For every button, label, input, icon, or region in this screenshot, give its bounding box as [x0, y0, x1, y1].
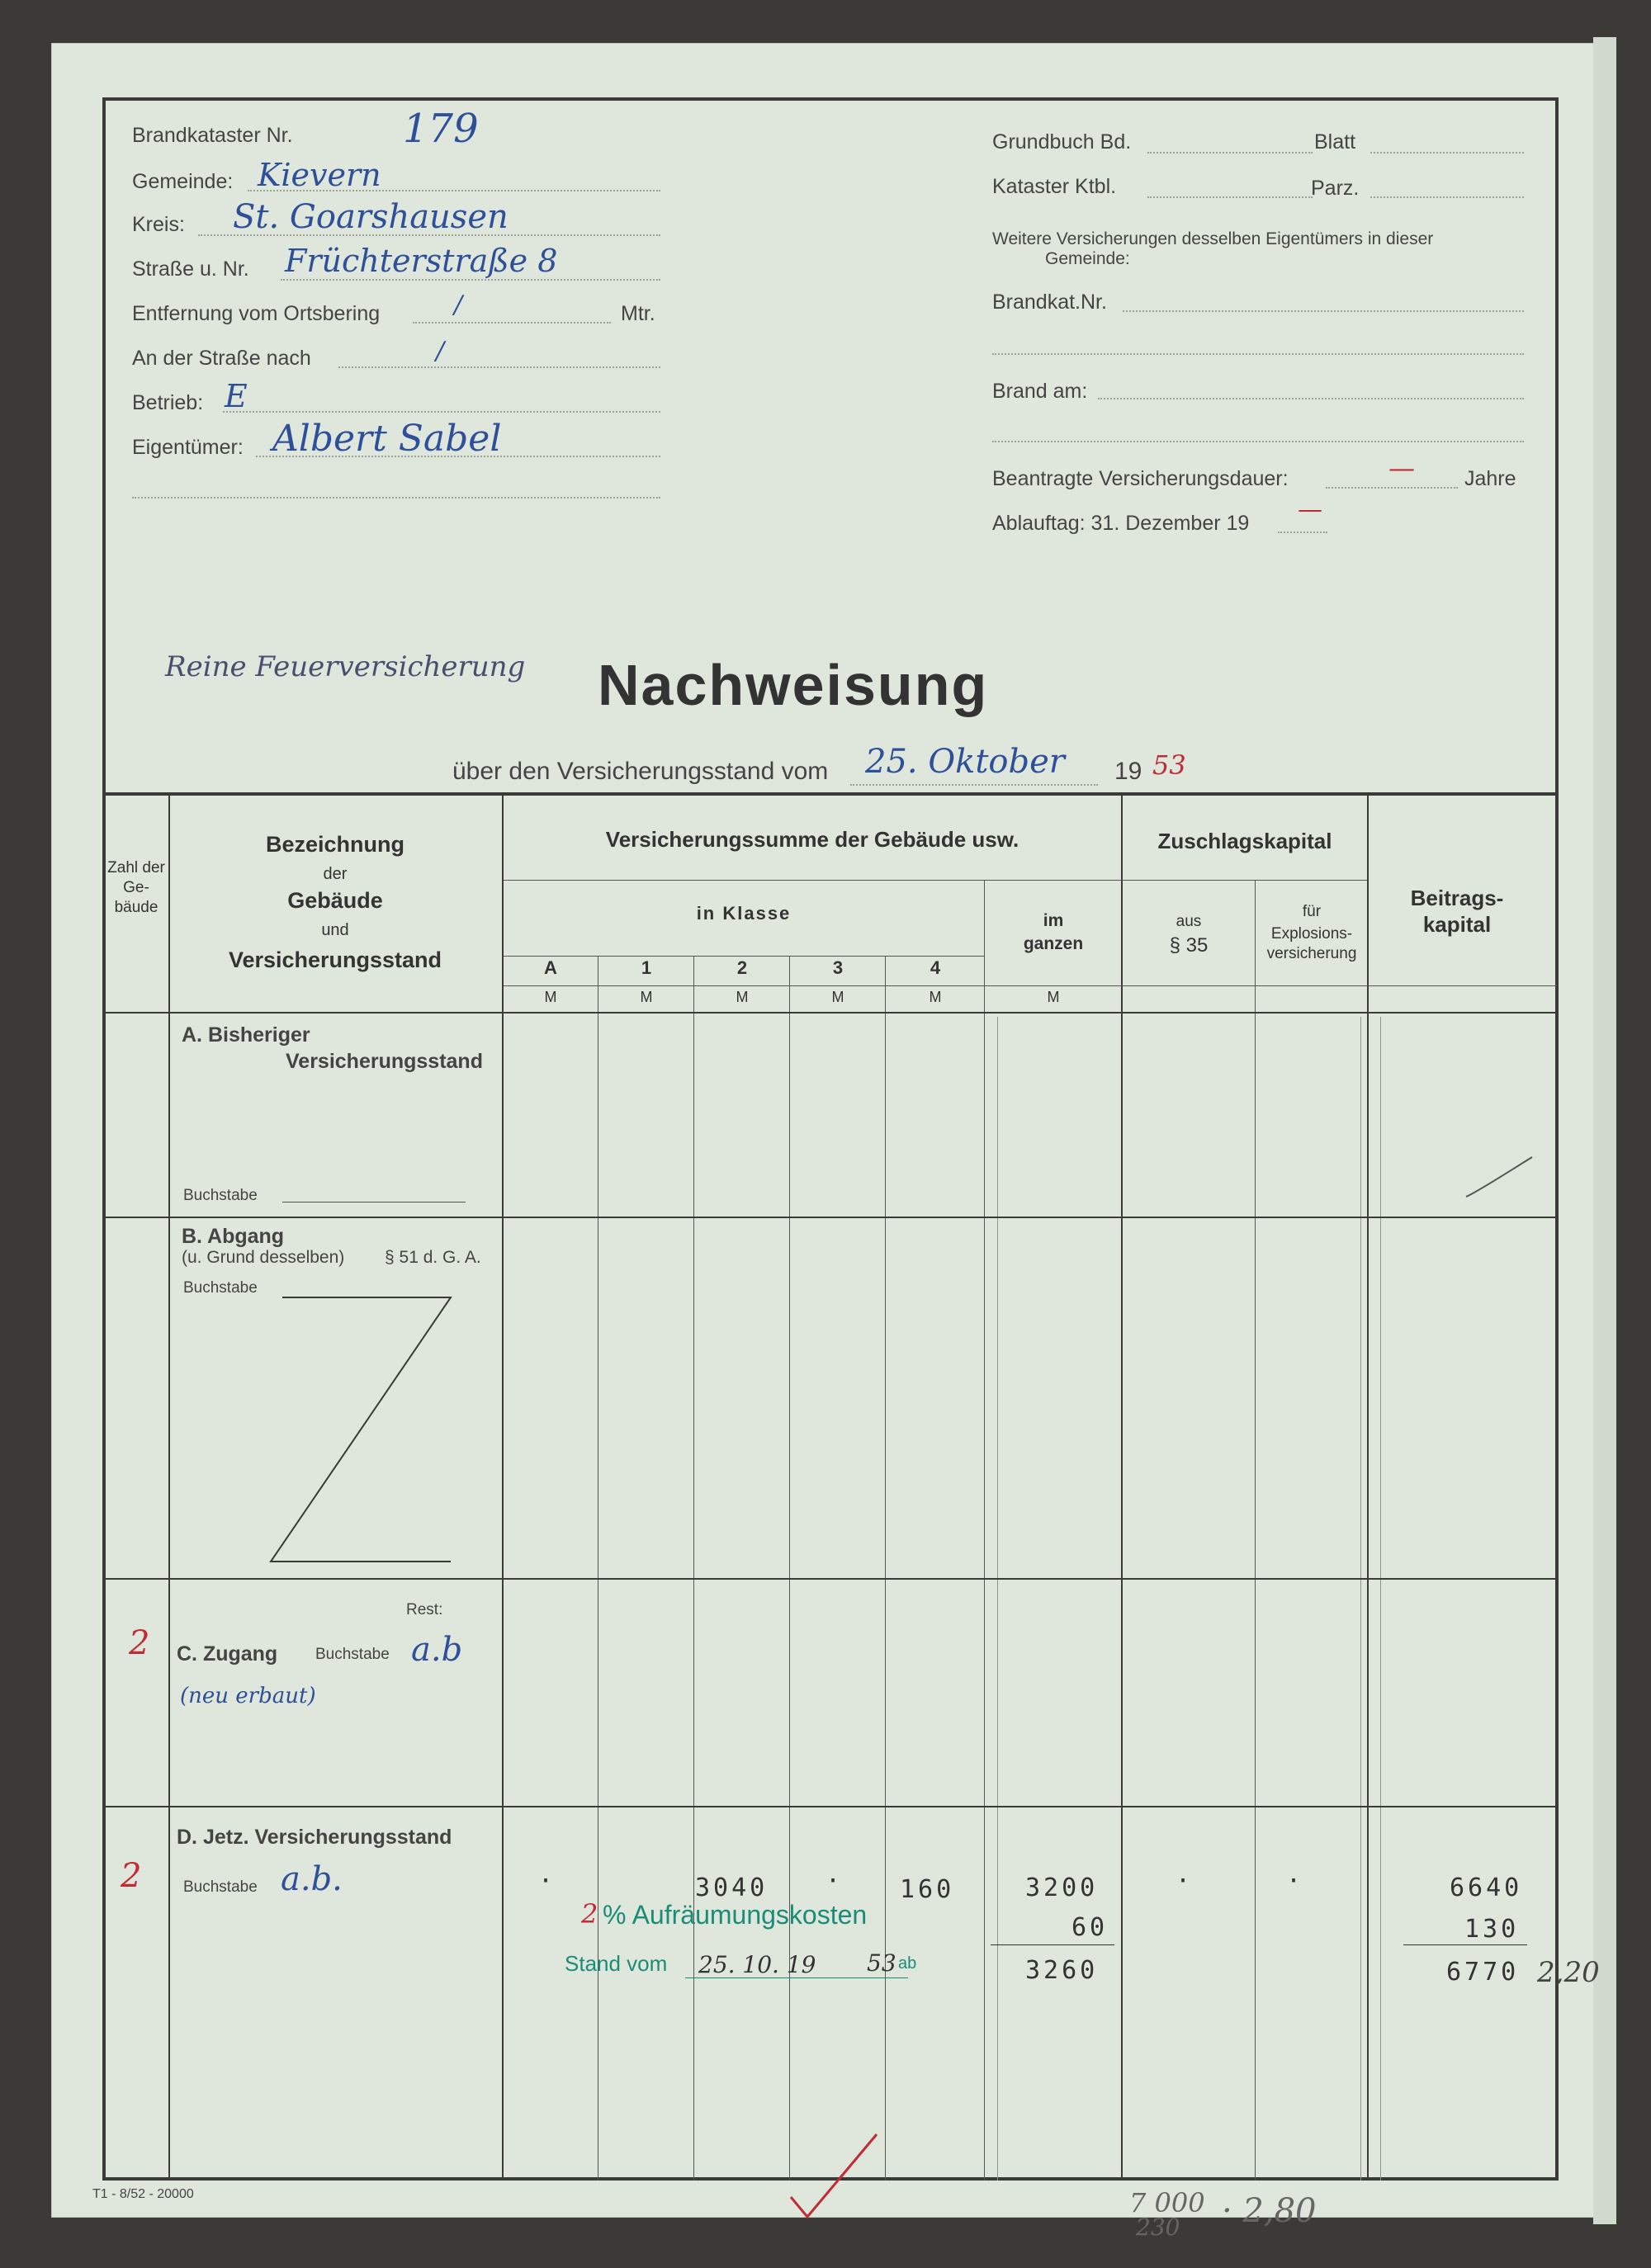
section-b-bottom [102, 1578, 1559, 1580]
subtitle-date-line [850, 784, 1098, 786]
section-c-buchstabe: Buchstabe [315, 1646, 390, 1663]
hdr-line-3 [504, 985, 1557, 986]
col-aus: aus [1176, 913, 1202, 930]
eigentuemer-line [256, 456, 660, 457]
unit-2: M [736, 989, 749, 1005]
row-d-ganzen: 3200 [1025, 1873, 1099, 1902]
strasse-value: Früchterstraße 8 [285, 243, 558, 279]
stamp-2-suffix: ab [898, 1954, 917, 1973]
stamp-2-line [685, 1977, 908, 1978]
entfernung-label: Entfernung vom Ortsbering [132, 302, 381, 325]
section-d-title: D. Jetz. Versicherungsstand [177, 1826, 452, 1849]
weitere-label: Weitere Versicherungen desselben Eigentümers in dieser [992, 229, 1434, 248]
klasse-1: 1 [641, 957, 652, 978]
betrieb-label: Betrieb: [132, 391, 204, 414]
sum-line-ganzen [991, 1944, 1114, 1945]
unit-a: M [544, 989, 557, 1005]
bottom-note-2: 230 [1136, 2214, 1180, 2241]
row-d-explosion: · [1286, 1867, 1305, 1896]
ablauftag-label: Ablauftag: 31. Dezember 19 [992, 512, 1250, 535]
section-c-note: (neu erbaut) [180, 1684, 316, 1708]
col-im-ganzen: im ganzen [1023, 911, 1084, 953]
klasse-a: A [544, 957, 557, 978]
strasse-label: Straße u. Nr. [132, 258, 249, 281]
an-der-strasse-line [338, 366, 660, 368]
col-line-3 [885, 956, 886, 2181]
section-b-buchstabe: Buchstabe [183, 1279, 258, 1297]
eigentuemer-value: Albert Sabel [272, 418, 502, 460]
klasse-3: 3 [832, 957, 844, 978]
stamp-2-date: 25. 10. 19 [698, 1951, 816, 1978]
col-fuer: für [1302, 903, 1322, 920]
entfernung-line [413, 322, 611, 324]
gemeinde-value: Kievern [258, 157, 381, 193]
hdr-line-1 [504, 880, 1367, 881]
brand-am-line-2 [992, 441, 1524, 442]
entfernung-unit: Mtr. [621, 302, 655, 325]
col-in-klasse: in Klasse [696, 903, 792, 924]
subtitle-year-value: 53 [1152, 749, 1186, 781]
brand-am-label: Brand am: [992, 380, 1088, 403]
jahre-label: Jahre [1464, 467, 1516, 490]
entfernung-value: / [454, 291, 463, 319]
section-a-title-1: A. Bisheriger [182, 1023, 310, 1047]
stamp-2-beitrags: 6770 [1446, 1958, 1520, 1987]
kreis-label: Kreis: [132, 213, 185, 236]
brandkataster-value: 179 [403, 106, 479, 152]
ruling-zuschlag [1360, 1017, 1361, 2181]
section-c-bottom [102, 1806, 1559, 1807]
section-d-value: a.b. [281, 1860, 343, 1898]
blatt-label: Blatt [1314, 130, 1356, 154]
col-explosion: Explosions- versicherung [1266, 925, 1357, 962]
dauer-line [1326, 487, 1458, 489]
document-title: Nachweisung [598, 653, 989, 717]
stamp-2-year: 53 [867, 1949, 896, 1977]
col-line-zuschlag [1367, 794, 1369, 2181]
brand-am-line [1098, 398, 1524, 399]
ruling-ganzen [997, 1017, 998, 2181]
section-a-title-2: Versicherungsstand [286, 1050, 483, 1073]
kataster-label: Kataster Ktbl. [992, 175, 1117, 198]
subtitle-label: über den Versicherungsstand vom [452, 758, 829, 785]
parz-label: Parz. [1311, 177, 1360, 200]
z-strike-icon [264, 1288, 462, 1568]
col-zuschlag: Zuschlagskapital [1157, 829, 1332, 853]
col-line-2 [789, 956, 790, 2181]
subtitle-year-prefix: 19 [1114, 758, 1142, 785]
col-par35: § 35 [1169, 934, 1209, 957]
section-a-buchstabe: Buchstabe [183, 1187, 258, 1204]
stamp-1-beitrags: 130 [1464, 1915, 1520, 1944]
stamp-2-label: Stand vom [565, 1951, 668, 1976]
hdr-line-2 [504, 956, 984, 957]
brandkataster-label: Brandkataster Nr. [132, 124, 293, 147]
col-bezeichnung-4: und [321, 921, 349, 939]
an-der-strasse-value: / [436, 337, 445, 366]
brandkat-label: Brandkat.Nr. [992, 291, 1107, 314]
section-a-bottom [102, 1217, 1559, 1218]
check-mark-icon [1461, 1155, 1535, 1205]
table-top-line [102, 792, 1559, 796]
klasse-4: 4 [930, 957, 941, 978]
col-beitrags: Beitrags- kapital [1410, 886, 1504, 937]
col-line-versicherungssumme [1121, 794, 1123, 2181]
grundbuch-label: Grundbuch Bd. [992, 130, 1132, 154]
row-d-a: · [538, 1867, 557, 1896]
section-d-buchstabe: Buchstabe [183, 1878, 258, 1896]
col-versicherungssumme: Versicherungssumme der Gebäude usw. [605, 827, 1019, 852]
klasse-2: 2 [736, 957, 748, 978]
paper-edge [1593, 37, 1616, 2224]
gemeinde-label: Gemeinde: [132, 170, 234, 193]
section-b-paragraph: § 51 d. G. A. [385, 1248, 481, 1267]
col-bezeichnung-5: Versicherungsstand [228, 947, 442, 972]
section-d-count: 2 [121, 1857, 142, 1895]
sum-line-beitrags [1403, 1944, 1527, 1945]
section-b-title: B. Abgang [182, 1225, 285, 1248]
hdr-line-bottom [102, 1012, 1559, 1014]
section-c-title: C. Zugang [177, 1642, 278, 1666]
stamp-1-text: % Aufräumungskosten [603, 1900, 868, 1930]
col-bezeichnung-3: Gebäude [287, 888, 383, 913]
section-a-buchstabe-line [282, 1202, 466, 1203]
dauer-value: — [1388, 452, 1415, 484]
row-d-k1: 3040 [695, 1873, 769, 1902]
unit-1: M [640, 989, 653, 1005]
red-check-icon [784, 2131, 883, 2222]
col-line-1 [693, 956, 694, 2181]
col-line-zahl [168, 794, 170, 2181]
eigentuemer-label: Eigentümer: [132, 436, 244, 459]
kreis-line [198, 234, 660, 236]
blatt-line [1370, 152, 1524, 154]
col-line-4 [984, 880, 985, 2181]
brandkat-line-2 [992, 353, 1524, 355]
brandkat-line [1123, 310, 1524, 312]
eigentuemer-line-2 [132, 497, 660, 498]
col-line-aus [1255, 880, 1256, 2181]
col-zahl-header: Zahl der Ge- bäude [107, 859, 165, 916]
section-c-count: 2 [129, 1624, 150, 1662]
section-c-value: a.b [411, 1631, 463, 1669]
unit-4: M [929, 989, 942, 1005]
gemeinde-line [248, 190, 660, 191]
weitere-gemeinde-label: Gemeinde: [1045, 249, 1130, 268]
row-d-k2: · [826, 1867, 844, 1896]
row-d-k3: 160 [900, 1875, 955, 1904]
stamp-1-prefix: 2 [581, 1898, 598, 1930]
form-code: T1 - 8/52 - 20000 [92, 2187, 194, 2201]
dauer-label: Beantragte Versicherungsdauer: [992, 467, 1289, 490]
bottom-note-1: 7 000 [1129, 2187, 1205, 2218]
unit-ganzen: M [1047, 989, 1060, 1005]
unit-3: M [831, 989, 844, 1005]
stamp-2-ganzen: 3260 [1025, 1956, 1099, 1985]
margin-note: Reine Feuerversicherung [165, 650, 526, 683]
row-d-beitrags: 6640 [1450, 1873, 1523, 1902]
ablauftag-line [1278, 532, 1327, 533]
section-b-subtitle: (u. Grund desselben) [182, 1248, 345, 1267]
col-bezeichnung-2: der [323, 865, 348, 883]
subtitle-date: 25. Oktober [865, 743, 1065, 781]
stamp-1-ganzen: 60 [1071, 1913, 1109, 1942]
ablauftag-value: — [1298, 495, 1322, 524]
parz-line [1370, 196, 1524, 198]
strasse-line [281, 279, 660, 281]
an-der-strasse-label: An der Straße nach [132, 347, 311, 370]
row-d-aus35: · [1176, 1867, 1194, 1896]
grundbuch-line [1147, 152, 1313, 154]
betrieb-value: E [225, 378, 248, 414]
ruling-beitrags [1380, 1017, 1381, 2181]
betrieb-line [223, 411, 660, 413]
kataster-line [1147, 196, 1313, 198]
col-bezeichnung-1: Bezeichnung [265, 832, 404, 857]
bottom-note-3: · 2,80 [1222, 2192, 1317, 2230]
rest-label: Rest: [406, 1601, 443, 1618]
kreis-value: St. Goarshausen [233, 198, 509, 236]
side-note: 2,20 [1537, 1956, 1600, 1989]
